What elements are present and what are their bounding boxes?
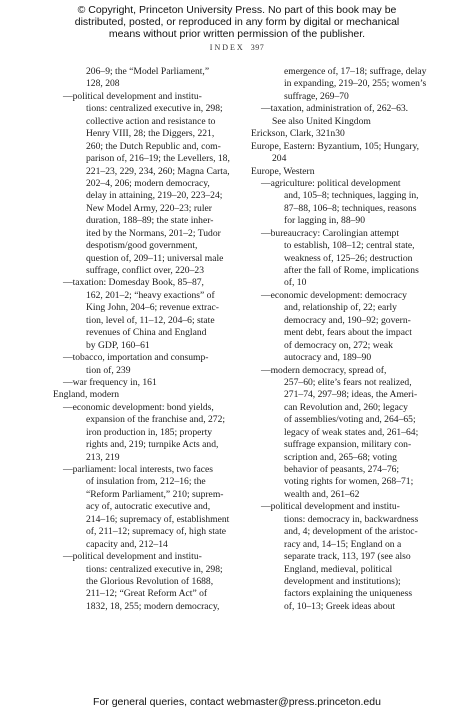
index-entry-line: King John, 204–6; revenue extrac- (86, 302, 219, 314)
index-entry-line: development and institutions); (284, 575, 401, 587)
index-entry-line: —political development and institu- (63, 551, 202, 563)
index-entry-line: 213, 219 (86, 451, 120, 463)
index-entry-line: 1832, 18, 255; modern democracy, (86, 600, 220, 612)
index-entry-line: —tobacco, importation and consump- (63, 352, 209, 364)
index-entry-line: autocracy and, 189–90 (284, 352, 372, 364)
index-entry-line: 87–88, 106–8; techniques, reasons (284, 202, 417, 214)
index-entry-line: by GDP, 160–61 (86, 339, 150, 351)
index-entry-line: suffrage, 269–70 (284, 90, 349, 102)
index-entry-line: of, 10 (284, 277, 307, 289)
copyright-line: distributed, posted, or reproduced in any form by digital or mechanical (74, 16, 400, 28)
index-entry-line: behavior of peasants, 274–76; (284, 464, 400, 475)
index-entry-line: 260; the Dutch Republic and, com- (86, 140, 221, 152)
index-entry-line: “Reform Parliament,” 210; suprem- (86, 488, 224, 500)
index-entry-line: 128, 208 (86, 78, 120, 90)
index-entry-line: —modern democracy, spread of, (261, 364, 387, 376)
index-entry-line: 162, 201–2; “heavy exactions” of (86, 289, 215, 301)
index-entry-line: —economic development: democracy (261, 289, 407, 301)
index-entry-line: suffrage, conflict over, 220–23 (86, 265, 204, 276)
index-entry-line: scription and, 265–68; voting (284, 451, 397, 463)
index-entry-line: tions: centralized executive in, 298; (86, 103, 223, 115)
index-entry-line: 204 (272, 153, 287, 165)
index-entry-line: tions: centralized executive in, 298; (86, 563, 223, 575)
index-entry-line: 214–16; supremacy of, establishment (86, 513, 230, 525)
index-entry-line: racy and, 14–15; England on a (284, 538, 402, 550)
index-entry-line: —bureaucracy: Carolingian attempt (261, 227, 399, 239)
copyright-notice (0, 4, 474, 40)
index-entry-line: delay in attaining, 219–20, 223–24; (86, 190, 223, 202)
index-entry-line: —taxation: Domesday Book, 85–87, (63, 277, 204, 289)
index-entry-line: and, relationship of, 22; early (284, 302, 397, 314)
index-entry-line: acy of, autocratic executive and, (86, 501, 211, 513)
index-entry-line: voting rights for women, 268–71; (284, 476, 414, 488)
index-entry-line: —economic development: bond yields, (63, 401, 214, 413)
index-entry-line: after the fall of Rome, implications (284, 265, 419, 276)
index-entry-line: suffrage expansion, military con- (284, 439, 412, 451)
index-entry-line: tions: democracy in, backwardness (284, 513, 419, 525)
index-entry-line: 257–60; elite’s fears not realized, (284, 376, 412, 388)
index-entry-line: legacy of weak states and, 261–64; (284, 426, 419, 438)
index-entry-line: question of, 209–11; universal male (86, 252, 224, 264)
index-entry-line: rights and, 219; turnpike Acts and, (86, 439, 219, 451)
index-entry-line: of democracy on, 272; weak (284, 339, 393, 351)
index-entry-line: tion of, 239 (86, 364, 131, 376)
index-entry-line: of, 10–13; Greek ideas about (284, 600, 396, 612)
running-head-label: INDEX (209, 43, 245, 52)
index-entry-line: England, modern (53, 389, 120, 401)
index-entry-line: Europe, Western (251, 165, 315, 177)
index-entry-line: New Model Army, 220–23; ruler (86, 202, 212, 214)
running-head (0, 43, 474, 52)
index-entry-line: 271–74, 297–98; ideas, the Ameri- (284, 389, 418, 401)
index-entry-line: emergence of, 17–18; suffrage, delay (284, 66, 427, 77)
index-column-right (251, 66, 447, 613)
index-entry-line: —agriculture: political development (261, 177, 401, 189)
index-entry-line: See also United Kingdom (272, 115, 371, 127)
index-entry-line: Henry VIII, 28; the Diggers, 221, (86, 128, 215, 140)
index-entry-line: parison of, 216–19; the Levellers, 18, (86, 153, 230, 165)
index-entry-line: for lagging in, 88–90 (284, 215, 366, 227)
index-entry-line: can Revolution and, 260; legacy (284, 401, 408, 413)
footer-contact: For general queries, contact webmaster@press.princeton.edu (93, 696, 381, 708)
index-entry-line: despotism/good government, (86, 240, 198, 252)
index-entry-line: iron production in, 185; property (86, 426, 213, 438)
index-entry-line: to establish, 108–12; central state, (284, 240, 415, 252)
index-entry-line: and, 105–8; techniques, lagging in, (284, 190, 419, 202)
index-entry-line: revenues of China and England (86, 327, 207, 339)
index-column-left (53, 66, 249, 613)
index-entry-line: and, 4; development of the aristoc- (284, 526, 418, 538)
index-entry-line: weakness of, 125–26; destruction (284, 252, 413, 264)
index-entry-line: —political development and institu- (63, 90, 202, 102)
index-entry-line: 221–23, 229, 234, 260; Magna Carta, (86, 165, 230, 177)
index-entry-line: 206–9; the “Model Parliament,” (86, 66, 210, 77)
index-entry-line: duration, 188–89; the state inher- (86, 215, 214, 227)
index-entry-line: —taxation, administration of, 262–63. (261, 103, 409, 115)
copyright-line: means without prior written permission of the publisher. (108, 28, 366, 40)
index-entry-line: Erickson, Clark, 321n30 (251, 128, 345, 140)
index-entry-line: —political development and institu- (261, 501, 400, 513)
index-entry-line: wealth and, 261–62 (284, 488, 360, 500)
index-entry-line: of, 211–12; supremacy of, high state (86, 526, 227, 538)
index-entry-line: England, medieval, political (284, 563, 393, 575)
copyright-line: © Copyright, Princeton University Press. No part of this book may be (77, 4, 397, 16)
index-entry-line: expansion of the franchise and, 272; (86, 414, 226, 426)
index-entry-line: 211–12; “Great Reform Act” of (86, 588, 208, 600)
index-entry-line: capacity and, 212–14 (86, 538, 168, 550)
index-entry-line: the Glorious Revolution of 1688, (86, 575, 214, 587)
index-entry-line: tion, level of, 11–12, 204–6; state (86, 314, 215, 326)
index-entry-line: ment debt, fears about the impact (284, 327, 412, 339)
index-entry-line: —war frequency in, 161 (63, 376, 157, 388)
index-entry-line: Europe, Eastern: Byzantium, 105; Hungary, (251, 140, 420, 152)
index-entry-line: in expanding, 219–20, 255; women’s (284, 78, 427, 90)
index-entry-line: collective action and resistance to (86, 115, 216, 127)
index-entry-line: factors explaining the uniqueness (284, 588, 413, 600)
index-entry-line: —parliament: local interests, two faces (63, 464, 213, 475)
page-number: 397 (250, 43, 265, 52)
index-entry-line: of insulation from, 212–16; the (86, 476, 206, 488)
index-entry-line: ited by the Normans, 201–2; Tudor (86, 227, 221, 239)
index-entry-line: democracy and, 190–92; govern- (284, 314, 411, 326)
index-entry-line: 202–4, 206; modern democracy, (86, 177, 210, 189)
index-entry-line: separate track, 113, 197 (see also (284, 551, 411, 563)
index-entry-line: of assemblies/voting and, 264–65; (284, 414, 416, 426)
